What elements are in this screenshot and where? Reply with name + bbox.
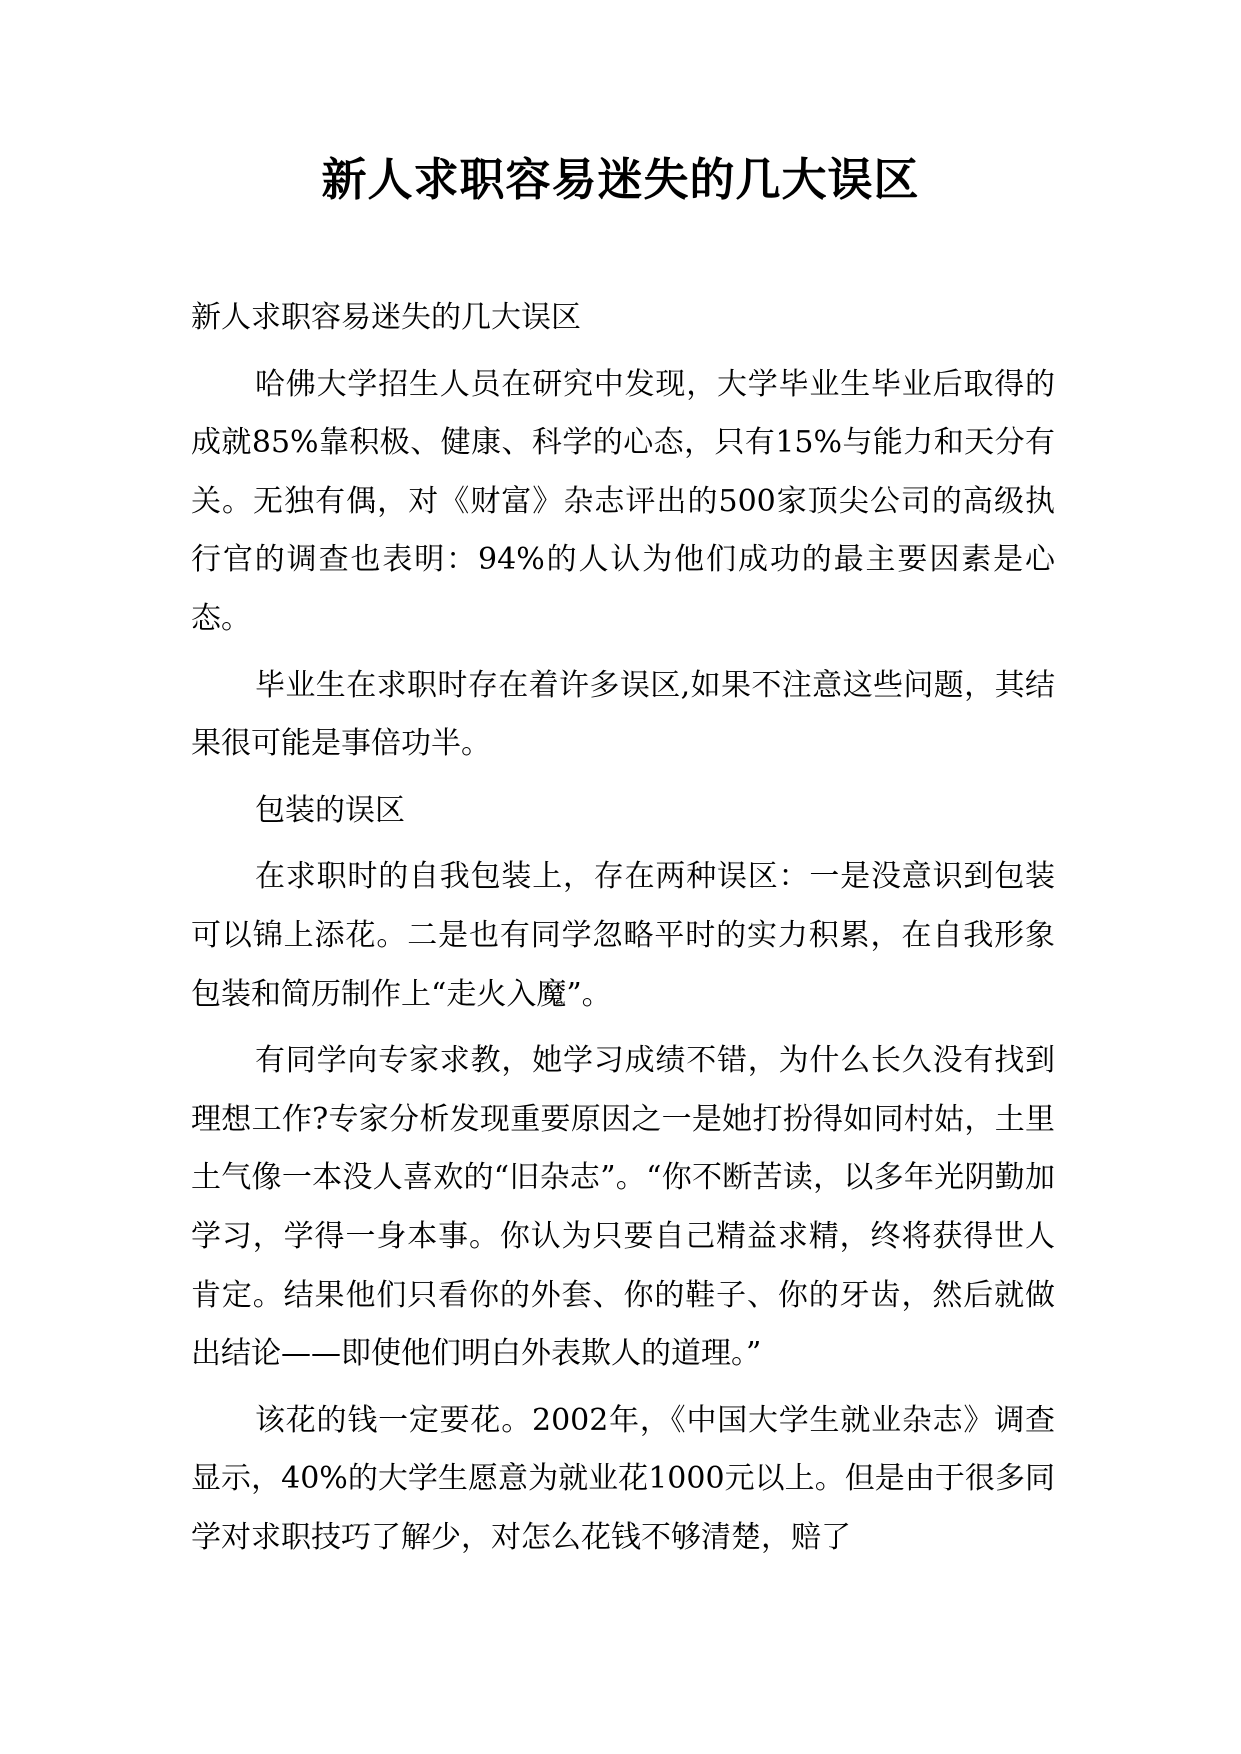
document-title: 新人求职容易迷失的几大误区	[321, 153, 920, 206]
document-body	[191, 289, 1055, 1575]
paragraph-expert-advice: 有同学向专家求教，她学习成绩不错，为什么长久没有找到理想工作?专家分析发现重要原因之一是她打扮得如同村姑，土里土气像一本没人喜欢的“旧杂志”。“你不断苦读，以多年光阴勤加学习，学得一身本事。你认为只要自己精益求精，终将获得世人肯定。结果他们只看你的外套、你的鞋子、你的牙齿，然后就做出结论——即使他们明白外表欺人的道理。”	[191, 1043, 1055, 1372]
paragraph-harvard-study: 哈佛大学招生人员在研究中发现，大学毕业生毕业后取得的成就85%靠积极、健康、科学的心态，只有15%与能力和天分有关。无独有偶，对《财富》杂志评出的500家顶尖公司的高级执行官的调查也表明：94%的人认为他们成功的最主要因素是心态。	[191, 366, 1055, 636]
paragraph-misconceptions-intro: 毕业生在求职时存在着许多误区,如果不注意这些问题，其结果很可能是事倍功半。	[191, 667, 1055, 762]
paragraph-packaging-misconceptions: 在求职时的自我包装上，存在两种误区：一是没意识到包装可以锦上添花。二是也有同学忽略平时的实力积累，在自我形象包装和简历制作上“走火入魔”。	[191, 859, 1055, 1012]
subtitle-paragraph: 新人求职容易迷失的几大误区	[191, 300, 581, 335]
section-heading-packaging: 包装的误区	[255, 792, 405, 828]
paragraph-spending: 该花的钱一定要花。2002年，《中国大学生就业杂志》调查显示，40%的大学生愿意为就业花1000元以上。但是由于很多同学对求职技巧了解少，对怎么花钱不够清楚，赔了	[191, 1402, 1055, 1555]
